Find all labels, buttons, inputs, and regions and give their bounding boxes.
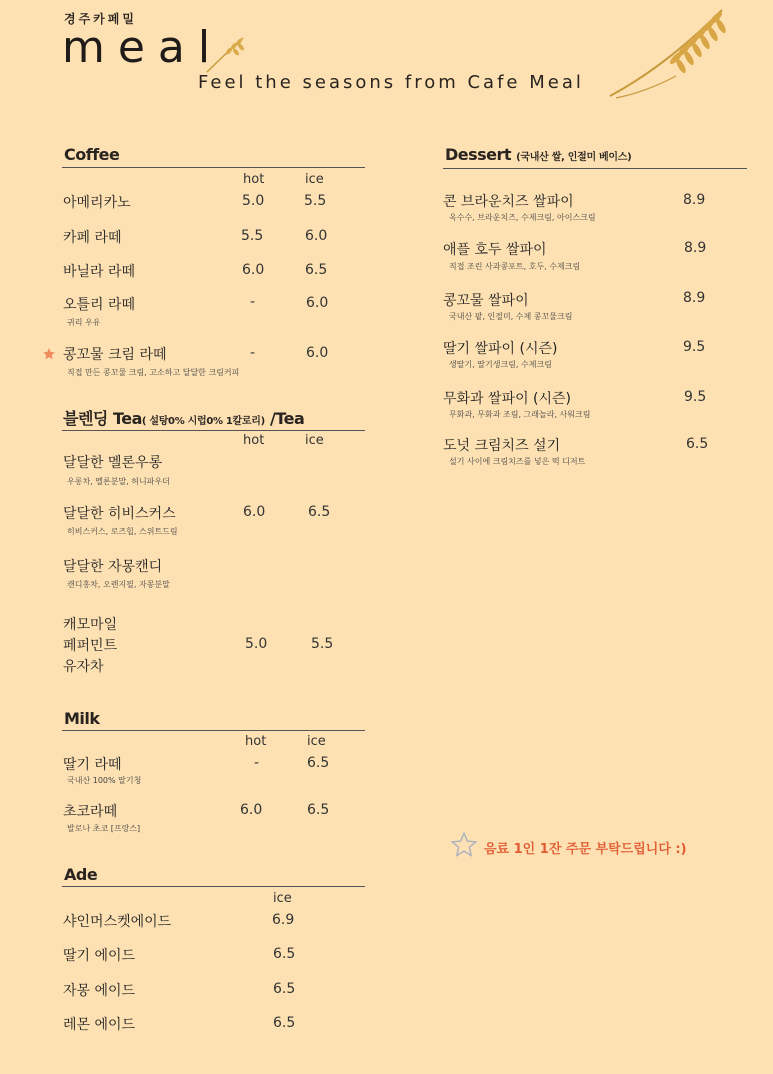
price-ice: 6.5 xyxy=(273,946,296,962)
menu-item-name: 딸기 라떼 xyxy=(63,757,122,773)
ade-divider xyxy=(62,886,365,887)
dessert-title-main: Dessert xyxy=(445,145,512,164)
coffee-col-hot: hot xyxy=(243,172,265,187)
price-hot: 6.0 xyxy=(242,262,265,278)
menu-item-desc: 발로나 초코 [프랑스] xyxy=(67,824,141,833)
price: 9.5 xyxy=(683,339,706,355)
menu-item-desc: 국내산 팥, 인절미, 수제 콩꼬물크림 xyxy=(449,312,573,321)
coffee-section-title: Coffee xyxy=(64,145,120,164)
price-hot: 5.0 xyxy=(242,193,265,209)
menu-item-name: 달달한 멜론우롱 xyxy=(63,455,163,471)
price-ice: 6.5 xyxy=(307,802,330,818)
menu-item-desc: 직접 만든 콩꼬물 크림, 고소하고 달달한 크림커피 xyxy=(67,368,240,377)
tea-title-main: 블렌딩 Tea xyxy=(63,409,142,428)
price-hot: 5.5 xyxy=(241,228,264,244)
menu-item-desc: 히비스커스, 로즈힙, 스위트드림 xyxy=(67,527,178,536)
menu-item-desc: 무화과, 무화과 조림, 그래놀라, 사워크림 xyxy=(449,410,591,419)
milk-divider xyxy=(62,730,365,731)
wheat-icon xyxy=(606,6,728,100)
tea-col-hot: hot xyxy=(243,433,265,448)
menu-item-name: 바닐라 라떼 xyxy=(63,264,136,280)
star-outline-icon xyxy=(449,831,479,859)
menu-item-name: 딸기 에이드 xyxy=(63,948,136,964)
menu-item-name: 도넛 크림치즈 설기 xyxy=(443,438,561,454)
price-ice: 6.5 xyxy=(273,981,296,997)
price: 6.5 xyxy=(686,436,709,452)
price-ice: 6.5 xyxy=(305,262,328,278)
brand-subtitle: 경주카페밀 xyxy=(64,12,137,26)
menu-item-name: 샤인머스켓에이드 xyxy=(63,914,172,930)
order-notice: 음료 1인 1잔 주문 부탁드립니다 :) xyxy=(484,842,687,857)
menu-item-desc: 우롱차, 멜론분말, 허니파우더 xyxy=(67,477,170,486)
tea-title-note: ( 설탕0% 시럽0% 1칼로리) xyxy=(141,416,265,427)
price: 8.9 xyxy=(683,192,706,208)
coffee-col-ice: ice xyxy=(305,172,324,187)
price-hot: - xyxy=(254,755,260,771)
milk-col-ice: ice xyxy=(307,734,326,749)
tea-title-suffix: /Tea xyxy=(264,409,305,428)
menu-item-desc: 캔디홍차, 오렌지필, 자몽분말 xyxy=(67,580,170,589)
dessert-section-title xyxy=(445,145,631,164)
menu-item-desc: 귀리 우유 xyxy=(67,318,101,327)
price-hot: 6.0 xyxy=(240,802,263,818)
price-hot: - xyxy=(250,345,256,361)
price: 9.5 xyxy=(684,389,707,405)
menu-item-name: 유자차 xyxy=(63,659,104,675)
price-ice: 5.5 xyxy=(304,193,327,209)
menu-item-name: 콘 브라운치즈 쌀파이 xyxy=(443,194,574,210)
ade-col-ice: ice xyxy=(273,891,292,906)
dessert-title-note: (국내산 쌀, 인절미 베이스) xyxy=(516,152,632,163)
menu-item-desc: 국내산 100% 딸기청 xyxy=(67,776,142,785)
price-hot: 6.0 xyxy=(243,504,266,520)
menu-item-desc: 옥수수, 브라운치즈, 수제크림, 아이스크림 xyxy=(449,213,596,222)
tagline: Feel the seasons from Cafe Meal xyxy=(198,72,584,93)
price-ice: 6.5 xyxy=(273,1015,296,1031)
wheat-icon xyxy=(205,34,247,74)
menu-item-name: 레몬 에이드 xyxy=(63,1017,136,1033)
menu-item-desc: 설기 사이에 크림치즈를 넣은 떡 디저트 xyxy=(449,457,586,466)
menu-item-name: 애플 호두 쌀파이 xyxy=(443,242,547,258)
price-ice: 6.5 xyxy=(307,755,330,771)
menu-item-name: 오틀리 라떼 xyxy=(63,297,136,313)
milk-col-hot: hot xyxy=(245,734,267,749)
price-ice: 6.0 xyxy=(306,295,329,311)
price-ice: 6.5 xyxy=(308,504,331,520)
menu-item-name: 페퍼민트 xyxy=(63,638,118,654)
price: 8.9 xyxy=(683,290,706,306)
brand-logo-text: meal xyxy=(62,22,224,73)
price-ice: 5.5 xyxy=(311,636,334,652)
milk-section-title: Milk xyxy=(64,709,100,728)
menu-item-name: 달달한 히비스커스 xyxy=(63,506,176,522)
menu-item-name: 콩꼬물 쌀파이 xyxy=(443,293,529,309)
menu-item-name: 아메리카노 xyxy=(63,195,131,211)
coffee-divider xyxy=(62,167,365,168)
price-ice: 6.0 xyxy=(305,228,328,244)
menu-item-name: 자몽 에이드 xyxy=(63,983,136,999)
price-ice: 6.9 xyxy=(272,912,295,928)
menu-item-name: 달달한 자몽캔디 xyxy=(63,559,163,575)
price-hot: - xyxy=(250,294,256,310)
price-hot: 5.0 xyxy=(245,636,268,652)
price: 8.9 xyxy=(684,240,707,256)
tea-divider xyxy=(62,430,365,431)
tea-section-title xyxy=(63,406,304,429)
menu-item-desc: 직접 조린 사과콩포트, 호두, 수제크림 xyxy=(449,262,581,271)
menu-item-name: 카페 라떼 xyxy=(63,230,122,246)
star-icon xyxy=(42,347,56,361)
menu-item-name: 캐모마일 xyxy=(63,617,118,633)
tea-col-ice: ice xyxy=(305,433,324,448)
menu-item-name: 딸기 쌀파이 (시즌) xyxy=(443,341,558,357)
menu-item-name: 콩꼬물 크림 라떼 xyxy=(63,347,167,363)
menu-item-desc: 생딸기, 딸기생크림, 수제크림 xyxy=(449,360,552,369)
ade-section-title: Ade xyxy=(64,865,98,884)
menu-item-name: 초코라떼 xyxy=(63,804,118,820)
dessert-divider xyxy=(443,168,747,169)
menu-item-name: 무화과 쌀파이 (시즌) xyxy=(443,391,572,407)
price-ice: 6.0 xyxy=(306,345,329,361)
